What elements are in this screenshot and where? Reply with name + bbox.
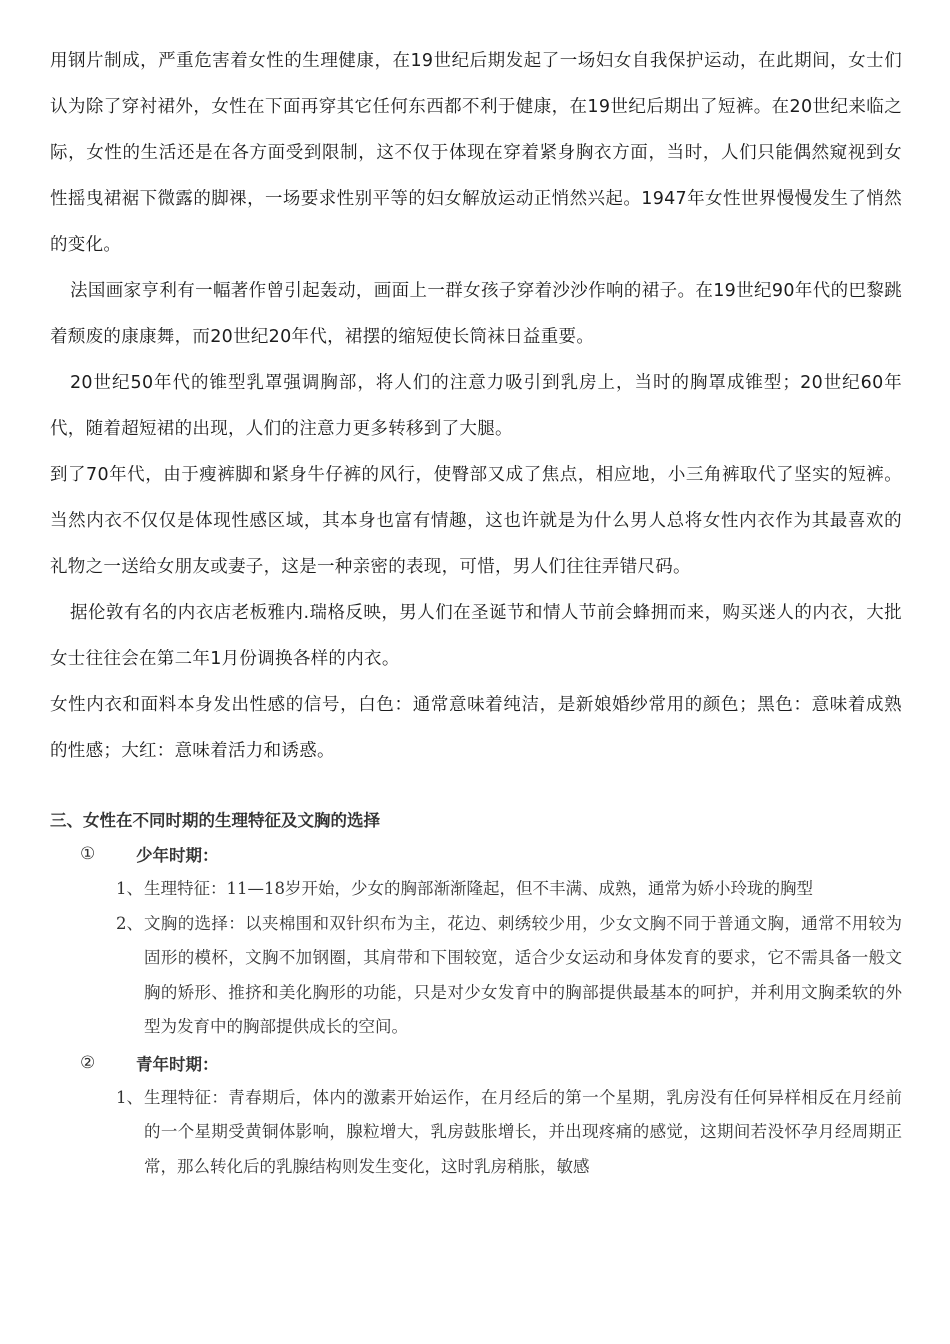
list-item xyxy=(50,1081,902,1185)
period-number: ② xyxy=(80,1052,96,1073)
list-item-text: 生理特征：11—18岁开始，少女的胸部渐渐隆起，但不丰满、成熟，通常为娇小玲珑的胸型 xyxy=(144,879,813,898)
list-item-number: 2、 xyxy=(116,913,143,933)
period-label: 青年时期： xyxy=(136,1054,219,1074)
list-item-text: 文胸的选择：以夹棉围和双针织布为主，花边、刺绣较少用，少女文胸不同于普通文胸，通常不用较为固形的模杯，文胸不加钢圈，其肩带和下围较宽，适合少女运动和身体发育的要求，它不需具备一般文胸的矫形、推挤和美化胸形的功能，只是对少女发育中的胸部提供最基本的呵护，并利用文胸柔软的外型为发育中的胸部提供成长的空间。 xyxy=(144,913,902,1036)
period-heading-youth xyxy=(50,836,902,872)
paragraph-london-shop: 据伦敦有名的内衣店老板雅内.瑞格反映，男人们在圣诞节和情人节前会蜂拥而来，购买迷人的内衣，大批女士往往会在第二年1月份调换各样的内衣。 xyxy=(50,603,902,669)
list-item-text: 生理特征：青春期后，体内的激素开始运作，在月经后的第一个星期，乳房没有任何异样相反在月经前的一个星期受黄铜体影响，腺粒增大，乳房鼓胀增长，并出现疼痛的感觉，这期间若没怀孕月经周期正常，那么转化后的乳腺结构则发生变化，这时乳房稍胀，敏感 xyxy=(144,1087,902,1176)
paragraph-1970s: 到了70年代，由于瘦裤脚和紧身牛仔裤的风行，使臀部又成了焦点，相应地，小三角裤取代了坚实的短裤。当然内衣不仅仅是体现性感区域，其本身也富有情趣，这也许就是为什么男人总将女性内衣作为其最喜欢的礼物之一送给女朋友或妻子，这是一种亲密的表现，可惜，男人们往往弄错尺码。 xyxy=(50,465,902,577)
section-heading: 三、女性在不同时期的生理特征及文胸的选择 xyxy=(50,811,380,830)
period-number: ① xyxy=(80,844,96,864)
document-body xyxy=(50,38,902,1184)
list-item-number: 1、 xyxy=(116,1087,143,1107)
paragraph-painter-henri: 法国画家亨利有一幅著作曾引起轰动，画面上一群女孩子穿着沙沙作响的裙子。在19世纪90年代的巴黎跳着颓废的康康舞，而20世纪20年代，裙摆的缩短使长筒袜日益重要。 xyxy=(50,281,902,347)
paragraph-1950s-1960s: 20世纪50年代的锥型乳罩强调胸部，将人们的注意力吸引到乳房上，当时的胸罩成锥型；20世纪60年代，随着超短裙的出现，人们的注意力更多转移到了大腿。 xyxy=(50,373,902,439)
spacer xyxy=(50,774,902,800)
list-item xyxy=(50,872,902,907)
paragraph-colors: 女性内衣和面料本身发出性感的信号，白色：通常意味着纯洁，是新娘婚纱常用的颜色；黑色：意味着成熟的性感；大红：意味着活力和诱惑。 xyxy=(50,695,902,761)
period-label: 少年时期： xyxy=(136,846,219,865)
paragraph-history-19c: 用钢片制成，严重危害着女性的生理健康，在19世纪后期发起了一场妇女自我保护运动，在此期间，女士们认为除了穿衬裙外，女性在下面再穿其它任何东西都不利于健康，在19世纪后期出了短裤。在20世纪来临之际，女性的生活还是在各方面受到限制，这不仅于体现在穿着紧身胸衣方面，当时，人们只能偶然窥视到女性摇曳裙裾下微露的脚祼，一场要求性别平等的妇女解放运动正悄然兴起。1947年女性世界慢慢发生了悄然的变化。 xyxy=(50,51,902,255)
list-item xyxy=(50,907,902,1045)
list-item-number: 1、 xyxy=(116,879,143,898)
period-heading-adult xyxy=(50,1045,902,1081)
